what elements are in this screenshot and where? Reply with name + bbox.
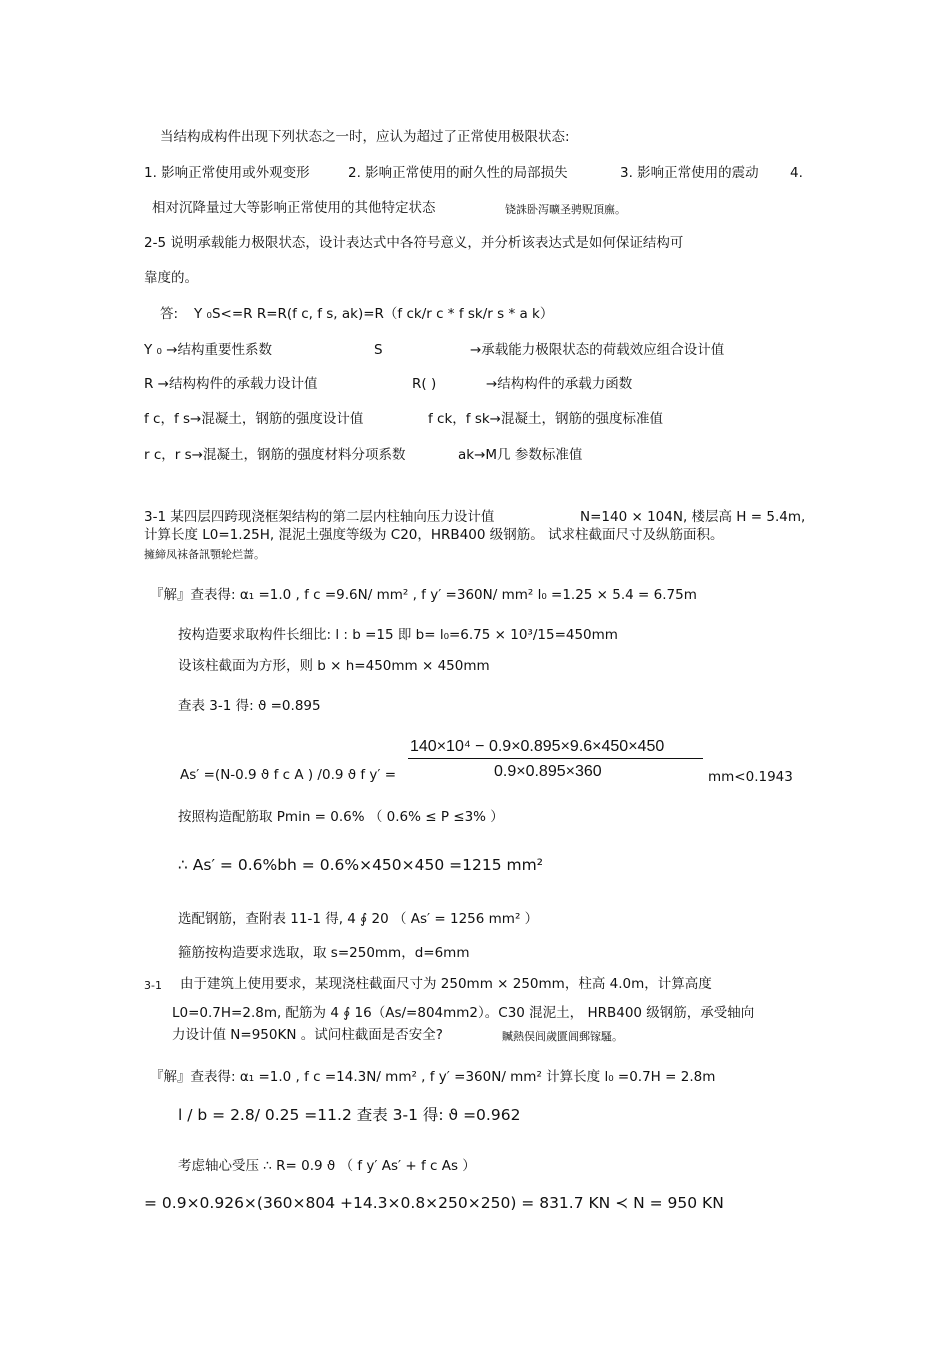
solution-line: 按构造要求取构件长细比: l : b =15 即 b= l₀=6.75 × 10³/15=450mm	[178, 627, 618, 643]
fraction-numerator: 140×10⁴ − 0.9×0.895×9.6×450×450	[410, 738, 665, 755]
text-line: →结构构件的承载力函数	[486, 376, 633, 392]
text-line: r c，r s→混凝土，钢筋的强度材料分项系数	[144, 447, 406, 463]
solution-line: 『解』查表得: α₁ =1.0 , f c =14.3N/ mm² , f y′ =360N/ mm² 计算长度 l₀ =0.7H = 2.8m	[150, 1069, 716, 1085]
solution-line: l / b = 2.8/ 0.25 =11.2 查表 3-1 得: ϑ =0.962	[178, 1106, 521, 1124]
formula: As′ =(N-0.9 ϑ f c A ) /0.9 ϑ f y′ =	[180, 767, 397, 783]
text-line: 靠度的。	[144, 270, 198, 286]
formula: ∴ As′ = 0.6%bh = 0.6%×450×450 =1215 mm²	[178, 856, 543, 874]
question-heading: 由于建筑上使用要求，某现浇柱截面尺寸为 250mm × 250mm，柱高 4.0m，计算高度	[180, 976, 712, 992]
solution-line: 『解』查表得: α₁ =1.0 , f c =9.6N/ mm² , f y′ =360N/ mm² l₀ =1.25 × 5.4 = 6.75m	[150, 587, 697, 603]
text-line: N=140 × 104N, 楼层高 H = 5.4m,	[580, 509, 806, 525]
formula: 考虑轴心受压 ∴ R= 0.9 ϑ （ f y′ As′ + f c As ）	[178, 1158, 476, 1174]
text-line: 计算长度 L0=1.25H, 混泥土强度等级为 C20，HRB400 级钢筋。 试求柱截面尺寸及纵筋面积。	[144, 527, 724, 543]
text-line: →承载能力极限状态的荷载效应组合设计值	[470, 342, 725, 358]
text-line: 1. 影响正常使用或外观变形	[144, 165, 310, 181]
answer-label: 答:	[160, 306, 179, 322]
text-line: Y ₀ →结构重要性系数	[144, 342, 273, 358]
text-line: R →结构构件的承载力设计值	[144, 376, 318, 392]
garbled-text: 贓熱俣闾歲匱阊郵镓騷。	[502, 1030, 623, 1043]
text-line: f ck，f sk→混凝土，钢筋的强度标准值	[428, 411, 663, 427]
text-line: 相对沉降量过大等影响正常使用的其他特定状态	[152, 200, 436, 216]
text-line: L0=0.7H=2.8m, 配筋为 4 ∮ 16（As/=804mm2）。C30 混泥土， HRB400 级钢筋，承受轴向	[172, 1005, 755, 1021]
text-line: S	[374, 342, 383, 358]
text-line: mm<0.1943	[708, 769, 793, 785]
text-line: 2. 影响正常使用的耐久性的局部损失	[348, 165, 568, 181]
garbled-text: 铙誅卧泻曠圣骋贶頂廡。	[505, 203, 626, 216]
fraction-denominator: 0.9×0.895×360	[494, 763, 602, 780]
solution-line: 选配钢筋，查附表 11-1 得, 4 ∮ 20 （ As′ = 1256 mm² ）	[178, 911, 539, 927]
garbled-text: 擁締凤袜备訊顎轮烂蔷。	[144, 548, 265, 561]
solution-line: 设该柱截面为方形，则 b × h=450mm × 450mm	[178, 658, 490, 674]
fraction-bar	[408, 758, 703, 759]
text-line: R( )	[412, 376, 437, 392]
text-line: 4.	[790, 165, 803, 181]
formula: = 0.9×0.926×(360×804 +14.3×0.8×250×250) = 831.7 KN ≺ N = 950 KN	[144, 1194, 724, 1212]
text-line: 力设计值 N=950KN 。试问柱截面是否安全?	[172, 1027, 443, 1043]
text-line: f c，f s→混凝土，钢筋的强度设计值	[144, 411, 364, 427]
question-number: 3-1	[144, 979, 162, 992]
question-heading: 2-5 说明承载能力极限状态，设计表达式中各符号意义，并分析该表达式是如何保证结构可	[144, 235, 684, 251]
solution-line: 按照构造配筋取 Pmin = 0.6% （ 0.6% ≤ P ≤3% ）	[178, 809, 504, 825]
solution-line: 箍筋按构造要求选取，取 s=250mm，d=6mm	[178, 945, 470, 961]
formula: Y ₀S<=R R=R(f c, f s, ak)=R（f ck/r c * f sk/r s * a k）	[194, 306, 554, 322]
text-line: 当结构成构件出现下列状态之一时，应认为超过了正常使用极限状态:	[160, 129, 570, 145]
text-line: ak→M几 参数标准值	[458, 447, 583, 463]
question-heading: 3-1 某四层四跨现浇框架结构的第二层内柱轴向压力设计值	[144, 509, 495, 525]
solution-line: 查表 3-1 得: ϑ =0.895	[178, 698, 321, 714]
text-line: 3. 影响正常使用的震动	[620, 165, 759, 181]
